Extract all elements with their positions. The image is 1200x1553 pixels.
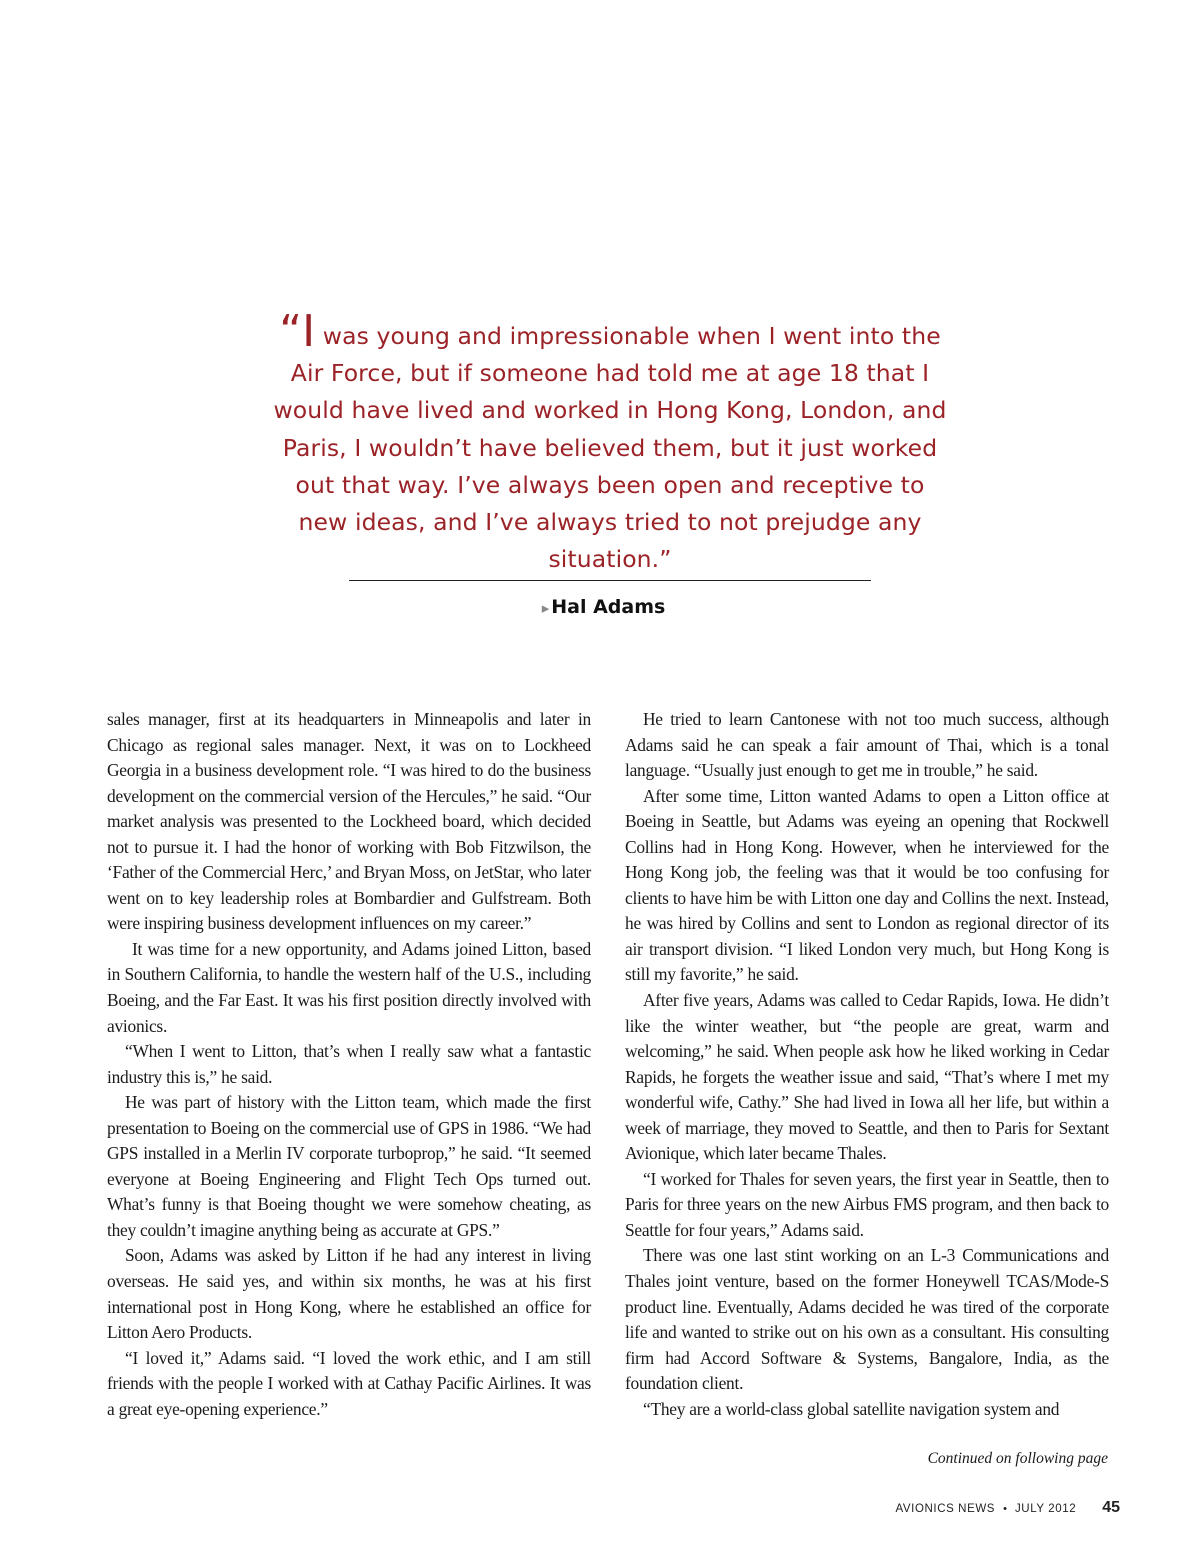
- paragraph: “I worked for Thales for seven years, the first year in Seattle, then to Paris for three years on the new Airbus FMS program, and then back to Seattle for four years,” Adams said.: [625, 1168, 1109, 1240]
- pull-quote: [270, 306, 950, 578]
- paragraph: “When I went to Litton, that’s when I really saw what a fantastic industry this is,” he said.: [107, 1041, 591, 1087]
- publication-name: AVIONICS NEWS: [895, 1503, 996, 1515]
- paragraph: After five years, Adams was called to Cedar Rapids, Iowa. He didn’t like the winter weather, but “the people are great, warm and welcoming,” he said. When people ask how he liked working in Cedar Rapids, he forgets the weather issue and said, “That’s where I met my wonderful wife, Cathy.” She had lived in Iowa all her life, but within a week of marriage, they moved to Seattle, and then to Paris for Sextant Avionique, which later became Thales.: [625, 990, 1109, 1164]
- paragraph: sales manager, first at its headquarters in Minneapolis and later in Chicago as regional sales manager. Next, it was on to Lockheed Georgia in a business development role. “I was hired to do the business development on the commercial version of the Hercules,” he said. “Our market analysis was presented to the Lockheed board, which decided not to pursue it. I had the honor of working with Bob Fitzwilson, the ‘Father of the Commercial Herc,’ and Bryan Moss, on JetStar, who later went on to key leadership roles at Bombardier and Gulfstream. Both were inspiring business development influences on my career.”: [107, 709, 591, 934]
- right-column: [625, 707, 1109, 1422]
- page-footer: [895, 1499, 1120, 1517]
- attribution-name: Hal Adams: [551, 596, 666, 618]
- paragraph: It was time for a new opportunity, and Adams joined Litton, based in Southern California, to handle the western half of the U.S., including Boeing, and the Far East. It was his first position directly involved with avionics.: [107, 938, 591, 1036]
- pull-quote-attribution: [0, 596, 1200, 618]
- paragraph: After some time, Litton wanted Adams to open a Litton office at Boeing in Seattle, but Adams was eyeing an opening that Rockwell Collins had in Hong Kong. However, when he interviewed for the Hong Kong job, the feeling was that it would be too confusing for clients to have him be with Litton one day and Collins the next. Instead, he was hired by Collins and sent to London as regional director of its air transport division. “I liked London very much, but Hong Kong is still my favorite,” he said.: [625, 785, 1109, 985]
- triangle-icon: ▸: [541, 599, 550, 617]
- paragraph: “They are a world-class global satellite navigation system and: [643, 1398, 1060, 1419]
- pull-quote-text: was young and impressionable when I went into the Air Force, but if someone had told me at age 18 that I would have lived and worked in Hong Kong, London, and Paris, I wouldn’t have believed them, but it just worked out that way. I’ve always been open and receptive to new ideas, and I’ve always tried to not prejudge any situation.”: [273, 322, 947, 574]
- paragraph: He was part of history with the Litton team, which made the first presentation to Boeing on the commercial use of GPS in 1986. “We had GPS installed in a Merlin IV corporate turboprop,” he said. “It seemed everyone at Boeing Engineering and Flight Tech Ops turned out. What’s funny is that Boeing thought we were somehow cheating, as they couldn’t imagine anything being as accurate at GPS.”: [107, 1092, 591, 1240]
- page-number: 45: [1102, 1499, 1120, 1516]
- pull-quote-open-mark: “I: [279, 306, 316, 357]
- pull-quote-divider: [349, 580, 871, 581]
- paragraph: “I loved it,” Adams said. “I loved the work ethic, and I am still friends with the people I worked with at Cathay Pacific Airlines. It was a great eye-opening experience.”: [107, 1347, 591, 1419]
- paragraph: Soon, Adams was asked by Litton if he had any interest in living overseas. He said yes, and within six months, he was at his first international post in Hong Kong, where he established an office for Litton Aero Products.: [107, 1245, 591, 1343]
- paragraph: He tried to learn Cantonese with not too much success, although Adams said he can speak a fair amount of Thai, which is a tonal language. “Usually just enough to get me in trouble,” he said.: [625, 709, 1109, 781]
- continued-note: Continued on following page: [927, 1450, 1108, 1467]
- issue-date: JULY 2012: [1014, 1503, 1077, 1515]
- paragraph: There was one last stint working on an L-3 Communications and Thales joint venture, based on the former Honeywell TCAS/Mode-S product line. Eventually, Adams decided he was tired of the corporate life and wanted to strike out on his own as a consultant. His consulting firm had Accord Software & Systems, Bangalore, India, as the foundation client.: [625, 1245, 1109, 1394]
- left-column: [107, 707, 591, 1422]
- bullet-separator: •: [1003, 1503, 1007, 1515]
